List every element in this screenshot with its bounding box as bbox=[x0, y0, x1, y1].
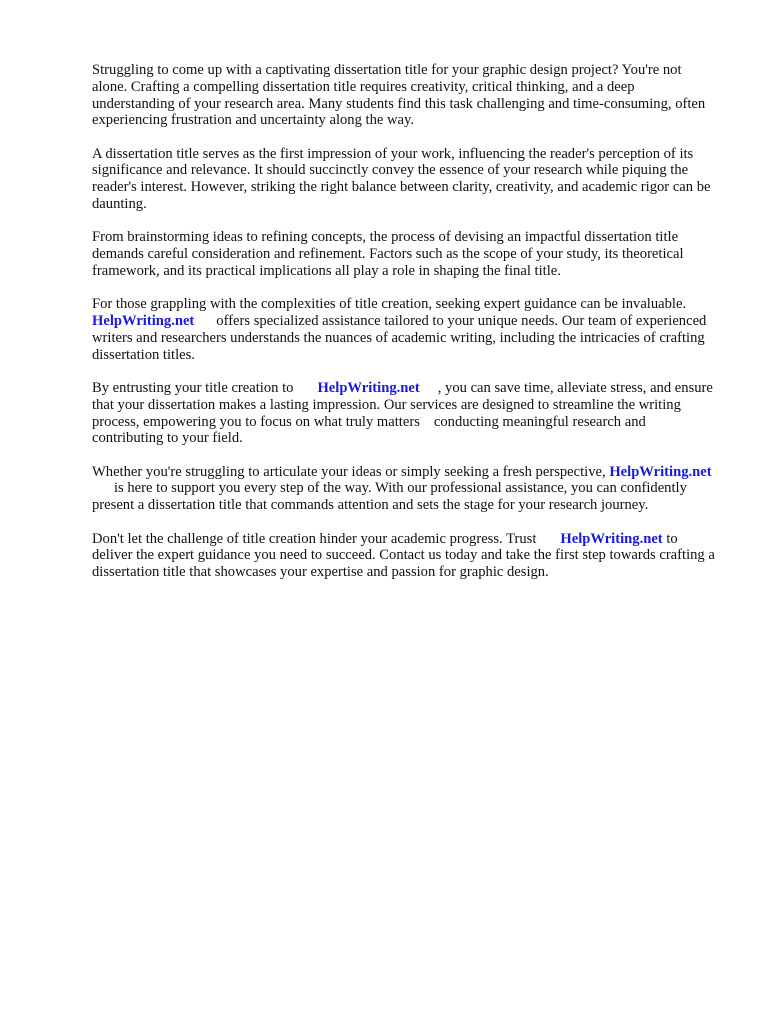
document-body bbox=[92, 62, 718, 597]
paragraph-call-to-action bbox=[92, 531, 718, 581]
paragraph-entrusting-text-before: By entrusting your title creation to bbox=[92, 379, 294, 396]
paragraph-support-text-after: is here to support you every step of the way. With our professional assistance, you can confidently present a dissertation title that commands attention and sets the stage for your research journey. bbox=[92, 480, 687, 514]
paragraph-expert-guidance-text-before: For those grappling with the complexities of title creation, seeking expert guidance can be invaluable. bbox=[92, 296, 687, 313]
paragraph-intro bbox=[92, 62, 718, 129]
paragraph-brainstorming bbox=[92, 229, 718, 279]
paragraph-support-text-before: Whether you're struggling to articulate your ideas or simply seeking a fresh perspective, bbox=[92, 463, 606, 480]
paragraph-first-impression bbox=[92, 146, 718, 213]
paragraph-expert-guidance bbox=[92, 296, 718, 363]
paragraph-intro-text: Struggling to come up with a captivating dissertation title for your graphic design project? You're not alone. Crafting a compelling dissertation title requires creativity, critical thinking, and a deep understanding of your research area. Many students find this task challenging and time-consuming, often experiencing frustration and uncertainty along the way. bbox=[92, 62, 706, 129]
paragraph-call-to-action-text-after: to deliver the expert guidance you need to succeed. Contact us today and take the first step towards crafting a dissertation title that showcases your expertise and passion for graphic design. bbox=[92, 530, 715, 581]
paragraph-support bbox=[92, 464, 718, 514]
paragraph-first-impression-text: A dissertation title serves as the first impression of your work, influencing the reader's perception of its significance and relevance. It should succinctly convey the essence of your research while piquing the reader's interest. However, striking the right balance between clarity, creativity, and academic rigor can be daunting. bbox=[92, 145, 711, 213]
paragraph-entrusting bbox=[92, 380, 718, 447]
helpwriting-link-3[interactable]: HelpWriting.net bbox=[609, 463, 712, 480]
helpwriting-link-4[interactable]: HelpWriting.net bbox=[560, 530, 663, 547]
paragraph-brainstorming-text: From brainstorming ideas to refining concepts, the process of devising an impactful dissertation title demands careful consideration and refinement. Factors such as the scope of your study, its theoretical framework, and its practical implications all play a role in shaping the final title. bbox=[92, 229, 684, 279]
paragraph-expert-guidance-text-after: offers specialized assistance tailored to your unique needs. Our team of experienced writers and researchers understands the nuances of academic writing, including the intricacies of crafting dissertation titles. bbox=[92, 313, 707, 363]
paragraph-entrusting-text-after: , you can save time, alleviate stress, and ensure that your dissertation makes a lasting impression. Our services are designed to streamline the writing process, empowering you to focus on what truly matters bbox=[92, 379, 713, 430]
paragraph-call-to-action-text-before: Don't let the challenge of title creation hinder your academic progress. Trust bbox=[92, 530, 537, 547]
paragraph-entrusting-text-end: conducting meaningful research and contributing to your field. bbox=[92, 413, 646, 447]
helpwriting-link-1[interactable]: HelpWriting.net bbox=[92, 313, 195, 330]
helpwriting-link-2[interactable]: HelpWriting.net bbox=[317, 379, 420, 396]
